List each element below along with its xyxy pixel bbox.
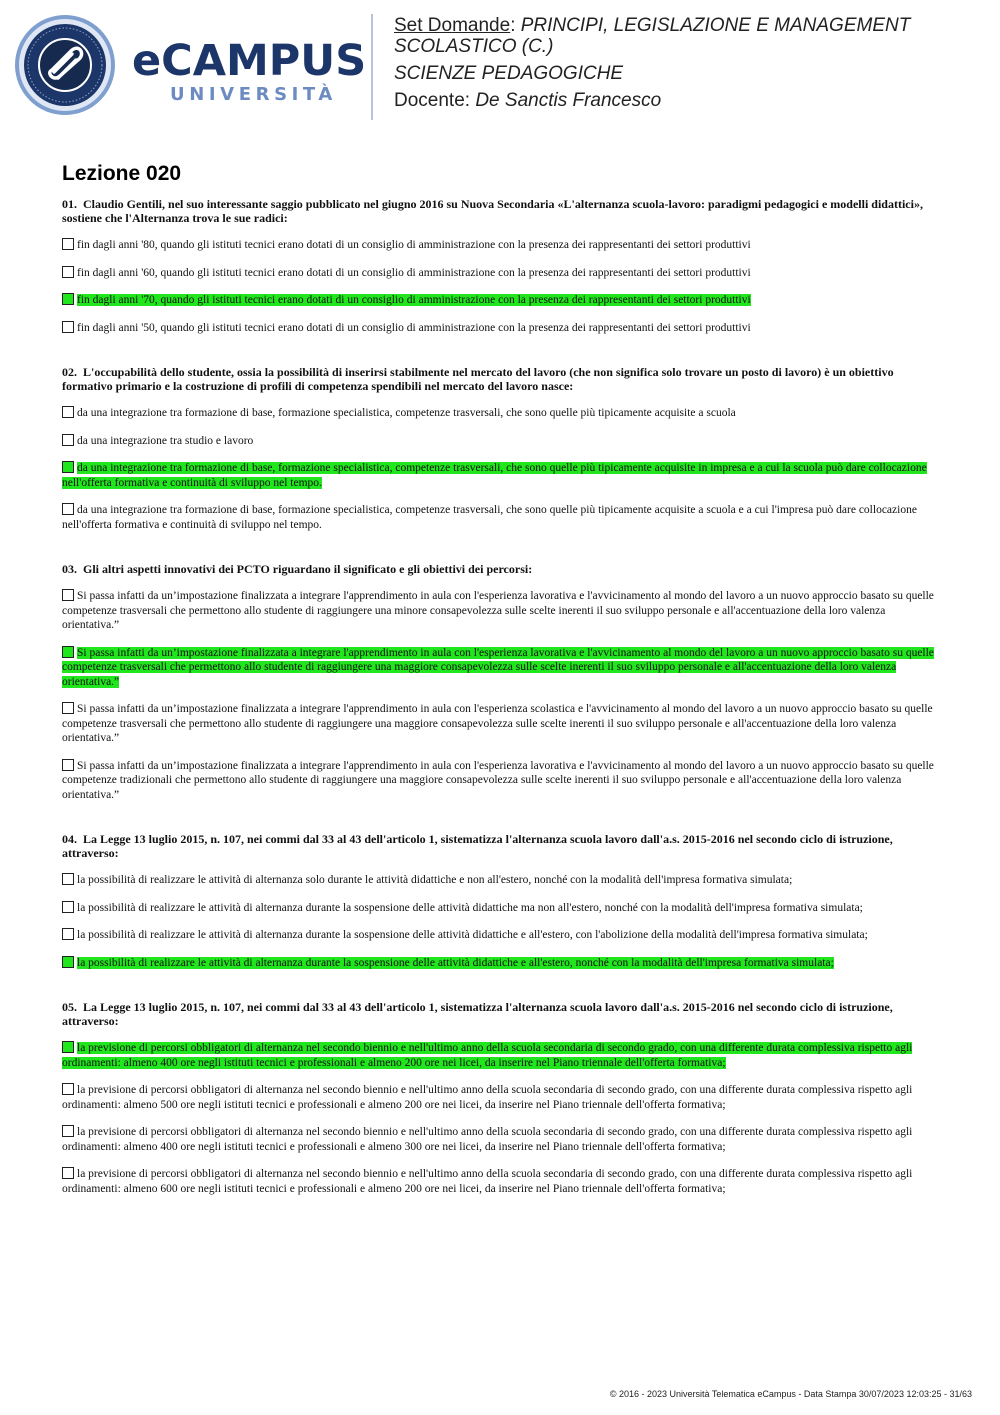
answer-checkbox[interactable] (62, 1167, 74, 1179)
answer-text: fin dagli anni '60, quando gli istituti tecnici erano dotati di un consiglio di amministrazione con la presenza dei rappresentanti dei settori produttivi (77, 266, 751, 279)
question-block (62, 365, 940, 532)
answer-option[interactable] (62, 1125, 940, 1154)
set-label: Set Domande (394, 15, 511, 36)
question-number: 04. (62, 832, 77, 846)
header-divider (371, 14, 373, 120)
answer-text: la possibilità di realizzare le attività di alternanza durante la sospensione delle attività didattiche e all'estero, con l'abolizione della modalità dell'impresa formativa simulata; (77, 929, 868, 941)
set-title-row: Set Domande: PRINCIPI, LEGISLAZIONE E MANAGEMENT SCOLASTICO (C.) (394, 15, 911, 57)
answer-option[interactable] (62, 1167, 940, 1196)
question-text (62, 832, 940, 860)
answer-text-correct: la possibilità di realizzare le attività di alternanza durante la sospensione delle attività didattiche e all'estero, nonché con la modalità dell'impresa formativa simulata; (77, 956, 834, 969)
question-number: 05. (62, 1000, 77, 1014)
question-number: 03. (62, 562, 77, 576)
answer-option[interactable] (62, 321, 940, 336)
answer-option[interactable] (62, 702, 940, 746)
answer-text-correct: da una integrazione tra formazione di base, formazione specialistica, competenze trasversali, che sono quelle più tipicamente acquisite in impresa e a cui la scuola può dare collocazione nell'offerta formativa e continuità di sviluppo nel tempo. (62, 462, 927, 489)
question-text (62, 1000, 940, 1028)
answer-option[interactable] (62, 928, 940, 943)
answer-text: la possibilità di realizzare le attività di alternanza durante la sospensione delle attività didattiche ma non all'estero, nonché con la modalità dell'impresa formativa simulata; (77, 901, 863, 914)
logo-wordmark (132, 36, 367, 105)
answer-text: la possibilità di realizzare le attività di alternanza solo durante le attività didattiche e non all'estero, nonché con la modalità dell'impresa formativa simulata; (77, 874, 793, 886)
subject-title: PRINCIPI, LEGISLAZIONE E MANAGEMENT SCOLASTICO (C.) (394, 15, 911, 57)
answer-option[interactable] (62, 503, 940, 532)
answer-checkbox[interactable] (62, 873, 74, 885)
answer-checkbox[interactable] (62, 702, 74, 714)
answer-text: Si passa infatti da un’impostazione finalizzata a integrare l'apprendimento in aula con l'esperienza lavorativa e l'avvicinamento al mondo del lavoro a un nuovo approccio basato su quelle competenze trasversali che permettono allo studente di raggiungere una minore consapevolezza sulle scelte inerenti il suo sviluppo personale e all'accentuazione della loro valenza orientativa.” (62, 590, 934, 631)
question-block (62, 197, 940, 335)
answer-option[interactable] (62, 238, 940, 253)
university-seal-icon (14, 14, 116, 116)
answer-option[interactable] (62, 266, 940, 281)
teacher-row (394, 90, 984, 111)
answer-checkbox[interactable] (62, 293, 74, 305)
answer-checkbox[interactable] (62, 901, 74, 913)
answer-checkbox[interactable] (62, 406, 74, 418)
answer-option[interactable] (62, 873, 940, 888)
answer-checkbox[interactable] (62, 1041, 74, 1053)
answer-checkbox[interactable] (62, 266, 74, 278)
question-body: La Legge 13 luglio 2015, n. 107, nei commi dal 33 al 43 dell'articolo 1, sistematizza l'alternanza scuola lavoro dall'a.s. 2015-2016 nel secondo ciclo di istruzione, attraverso: (62, 832, 893, 860)
teacher-name: De Sanctis Francesco (475, 90, 662, 111)
answer-checkbox[interactable] (62, 1083, 74, 1095)
answer-option[interactable] (62, 1041, 940, 1070)
answer-text-correct: Si passa infatti da un’impostazione finalizzata a integrare l'apprendimento in aula con l'esperienza lavorativa e l'avvicinamento al mondo del lavoro a un nuovo approccio basato su quelle competenze trasversali che permettono allo studente di raggiungere una maggiore consapevolezza sulle scelte inerenti il suo sviluppo personale e all'accentuazione della loro valenza orientativa.” (62, 646, 934, 688)
answer-text: Si passa infatti da un’impostazione finalizzata a integrare l'apprendimento in aula con l'esperienza scolastica e l'avvicinamento al mondo del lavoro a un nuovo approccio basato su quelle competenze trasversali che permettono allo studente di raggiungere una maggiore consapevolezza sulle scelte inerenti il suo sviluppo personale e all'accentuazione della loro valenza orientativa.” (62, 703, 933, 744)
question-text (62, 562, 940, 576)
question-block (62, 1000, 940, 1196)
answer-checkbox[interactable] (62, 759, 74, 771)
answer-checkbox[interactable] (62, 589, 74, 601)
answer-option[interactable] (62, 956, 940, 971)
answer-checkbox[interactable] (62, 503, 74, 515)
questions-list (62, 197, 940, 1226)
degree-title: SCIENZE PEDAGOGICHE (394, 63, 624, 84)
header-info (394, 15, 984, 111)
question-block (62, 562, 940, 802)
question-body: Claudio Gentili, nel suo interessante saggio pubblicato nel giugno 2016 su Nuova Secondaria «L'alternanza scuola-lavoro: paradigmi pedagogici e modelli didattici», sostiene che l'Alternanza trova le sue radici: (62, 197, 923, 225)
answer-option[interactable] (62, 293, 940, 308)
answer-option[interactable] (62, 434, 940, 449)
question-body: L'occupabilità dello studente, ossia la possibilità di inserirsi stabilmente nel mercato del lavoro (che non significa solo trovare un posto di lavoro) è un obiettivo formativo primario e la costruzione di profili di competenza spendibili nel mercato del lavoro nasce: (62, 365, 894, 393)
answer-text-correct: la previsione di percorsi obbligatori di alternanza nel secondo biennio e nell'ultimo anno della scuola secondaria di secondo grado, con una differente durata complessiva rispetto agli ordinamenti: almeno 400 ore negli istituti tecnici e professionali e almeno 200 ore nei licei, da inserire nel Piano triennale dell'offerta formativa; (62, 1042, 913, 1069)
answer-checkbox[interactable] (62, 1125, 74, 1137)
question-text (62, 197, 940, 225)
question-number: 02. (62, 365, 77, 379)
question-body: La Legge 13 luglio 2015, n. 107, nei commi dal 33 al 43 dell'articolo 1, sistematizza l'alternanza scuola lavoro dall'a.s. 2015-2016 nel secondo ciclo di istruzione, attraverso: (62, 1000, 893, 1028)
answer-checkbox[interactable] (62, 321, 74, 333)
answer-text: la previsione di percorsi obbligatori di alternanza nel secondo biennio e nell'ultimo anno della scuola secondaria di secondo grado, con una differente durata complessiva rispetto agli ordinamenti: almeno 500 ore negli istituti tecnici e professionali e almeno 200 ore nei licei, da inserire nel Piano triennale dell'offerta formativa; (62, 1084, 913, 1111)
answer-option[interactable] (62, 646, 940, 690)
page-footer: © 2016 - 2023 Università Telematica eCampus - Data Stampa 30/07/2023 12:03:25 - 31/63 (609, 1389, 972, 1399)
answer-text: da una integrazione tra studio e lavoro (77, 434, 254, 447)
answer-option[interactable] (62, 759, 940, 803)
answer-checkbox[interactable] (62, 928, 74, 940)
answer-option[interactable] (62, 589, 940, 633)
question-block (62, 832, 940, 970)
answer-option[interactable] (62, 406, 940, 421)
answer-text: la previsione di percorsi obbligatori di alternanza nel secondo biennio e nell'ultimo anno della scuola secondaria di secondo grado, con una differente durata complessiva rispetto agli ordinamenti: almeno 400 ore negli istituti tecnici e professionali e almeno 300 ore nei licei, da inserire nel Piano triennale dell'offerta formativa; (62, 1126, 913, 1153)
answer-text: fin dagli anni '50, quando gli istituti tecnici erano dotati di un consiglio di amministrazione con la presenza dei rappresentanti dei settori produttivi (77, 321, 751, 334)
answer-checkbox[interactable] (62, 646, 74, 658)
logo-sub-text: UNIVERSITÀ (170, 84, 337, 105)
answer-text: da una integrazione tra formazione di base, formazione specialistica, competenze trasversali, che sono quelle più tipicamente acquisite a scuola e a cui l'impresa può dare collocazione nell'offerta formativa e continuità di sviluppo nel tempo. (62, 504, 917, 531)
lesson-title: Lezione 020 (62, 162, 182, 185)
question-number: 01. (62, 197, 77, 211)
answer-text: da una integrazione tra formazione di base, formazione specialistica, competenze trasversali, che sono quelle più tipicamente acquisite a scuola (77, 407, 736, 419)
answer-text: fin dagli anni '80, quando gli istituti tecnici erano dotati di un consiglio di amministrazione con la presenza dei rappresentanti dei settori produttivi (77, 239, 751, 251)
teacher-label: Docente: (394, 90, 471, 111)
logo-brand-text: eCAMPUS (132, 36, 367, 86)
answer-checkbox[interactable] (62, 461, 74, 473)
ecampus-logo (14, 14, 367, 116)
answer-option[interactable] (62, 901, 940, 916)
answer-checkbox[interactable] (62, 956, 74, 968)
answer-text: Si passa infatti da un’impostazione finalizzata a integrare l'apprendimento in aula con l'esperienza lavorativa e l'avvicinamento al mondo del lavoro a un nuovo approccio basato su quelle competenze tradizionali che permettono allo studente di raggiungere una maggiore consapevolezza sulle scelte inerenti il suo sviluppo personale e all'accentuazione della loro valenza orientativa.” (62, 759, 934, 801)
answer-text-correct: fin dagli anni '70, quando gli istituti tecnici erano dotati di un consiglio di amministrazione con la presenza dei rappresentanti dei settori produttivi (77, 294, 751, 306)
answer-option[interactable] (62, 1083, 940, 1112)
answer-checkbox[interactable] (62, 434, 74, 446)
answer-checkbox[interactable] (62, 238, 74, 250)
answer-text: la previsione di percorsi obbligatori di alternanza nel secondo biennio e nell'ultimo anno della scuola secondaria di secondo grado, con una differente durata complessiva rispetto agli ordinamenti: almeno 600 ore negli istituti tecnici e professionali e almeno 200 ore nei licei, da inserire nel Piano triennale dell'offerta formativa; (62, 1168, 913, 1195)
question-body: Gli altri aspetti innovativi dei PCTO riguardano il significato e gli obiettivi dei percorsi: (83, 562, 533, 576)
answer-option[interactable] (62, 461, 940, 490)
question-text (62, 365, 940, 393)
